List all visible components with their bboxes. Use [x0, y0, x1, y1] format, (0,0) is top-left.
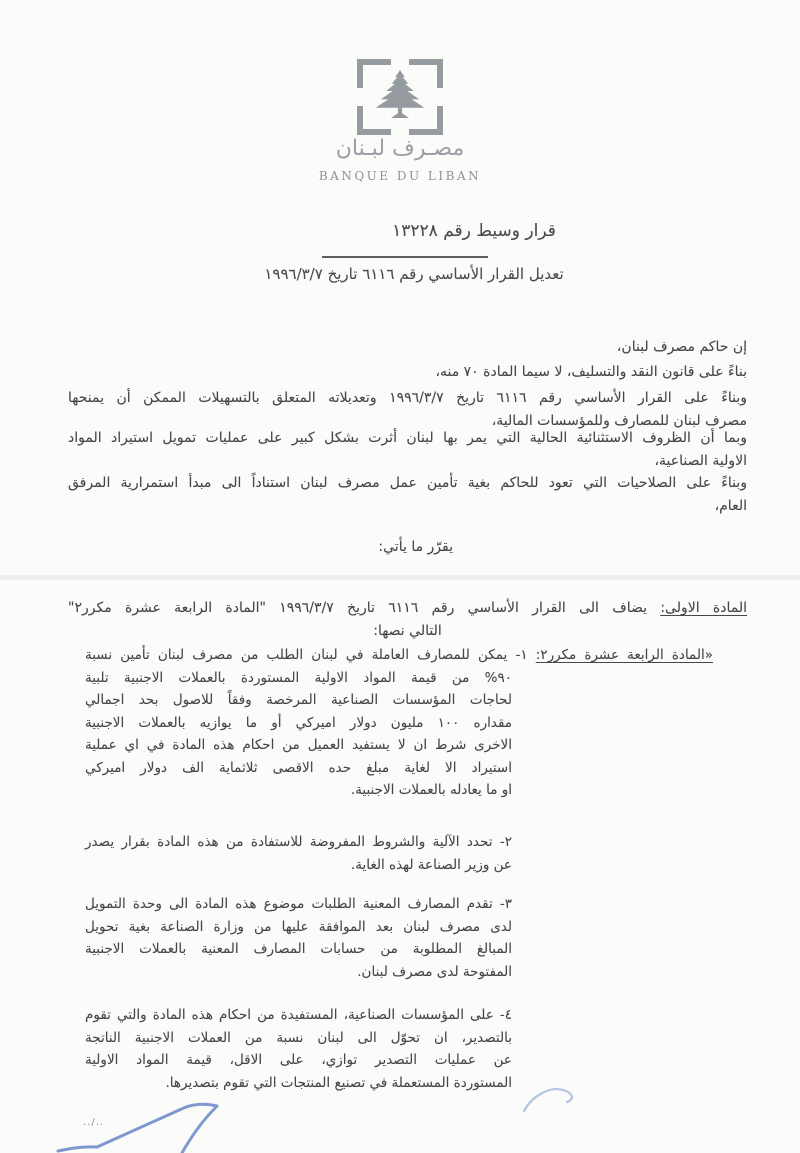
- decision-number-title: قرار وسيط رقم ١٣٢٢٨: [392, 221, 556, 241]
- text-line: ٢- تحدد الآلية والشروط المفروضة للاستفادة من هذه المادة بقرار يصدر: [85, 834, 512, 850]
- text-line: استيراد الا لغاية مبلغ حده الاقصى ثلاثماية الف دولار اميركي: [85, 759, 512, 776]
- quoted-article-opening-line: [85, 644, 713, 667]
- text-line: بالتصدير، ان تحوّل الى لبنان نسبة من العملات الاجنبية الناتجة: [85, 1029, 512, 1046]
- preamble-money-credit-law: [68, 361, 747, 384]
- text-line: وبناءً على القرار الأساسي رقم ٦١١٦ تاريخ ١٩٩٦/٣/٧ وتعديلاته المتعلق بالتسهيلات الممكن أن يمنحها: [68, 390, 747, 406]
- decree-intro: يقرّر ما يأتي:: [378, 539, 453, 555]
- quoted-article-clause-2: [85, 831, 512, 876]
- article-one-text: يضاف الى القرار الأساسي رقم ٦١١٦ تاريخ ١٩٩٦/٣/٧ "المادة الرابعة عشرة مكرر٢": [68, 600, 661, 616]
- text-line: مقداره ١٠٠ مليون دولار اميركي أو ما يوازيه بالعملات الاجنبية: [85, 714, 512, 731]
- text-line: لدى مصرف لبنان بعد الموافقة عليها من وزارة الصناعة بغية تحويل: [85, 918, 512, 935]
- text-line: بناءً على قانون النقد والتسليف، لا سيما المادة ٧٠ منه،: [435, 364, 747, 380]
- text-line: الاخرى شرط ان لا يستفيد العميل من احكام هذه المادة في اي عملية: [85, 737, 512, 753]
- text-line: المستوردة المستعملة في تصنيع المنتجات التي تقوم بتصديرها.: [165, 1074, 512, 1091]
- frame-gap: [357, 88, 364, 106]
- text-line: لحاجات المؤسسات الصناعية المرخصة وفقاً للاصول بحد اجمالي: [85, 692, 512, 708]
- bank-name-latin: BANQUE DU LIBAN: [318, 169, 482, 183]
- quoted-article-clause-4: [85, 1004, 512, 1094]
- text-line: عن عمليات التصدير توازي، على الاقل، قيمة المواد الاولية: [85, 1052, 512, 1068]
- cedar-tree-icon: [370, 69, 430, 125]
- article-one-heading: المادة الاولى:: [660, 600, 747, 616]
- text-line: ٣- تقدم المصارف المعنية الطلبات موضوع هذه المادة الى وحدة التمويل: [85, 896, 512, 912]
- text-line: ٤- على المؤسسات الصناعية، المستفيدة من احكام هذه المادة والتي تقوم: [85, 1007, 512, 1023]
- frame-gap: [436, 88, 443, 106]
- frame-gap: [391, 128, 409, 135]
- text-line: الاولية الصناعية،: [654, 453, 747, 469]
- quoted-article-clause-1: [85, 667, 512, 802]
- decision-subtitle: تعديل القرار الأساسي رقم ٦١١٦ تاريخ ١٩٩٦/٣/٧: [264, 265, 564, 283]
- article-one-opening-line: [68, 597, 747, 620]
- text-line: المفتوحة لدى مصرف لبنان.: [357, 963, 512, 980]
- quoted-article: [85, 644, 713, 802]
- quoted-article-heading: «المادة الرابعة عشرة مكرر٢:: [535, 647, 713, 663]
- text-line: ٩٠% من قيمة المواد الاولية المستوردة بالعملات الاجنبية تلبية: [85, 669, 512, 686]
- title-divider: [322, 256, 488, 258]
- preamble-exceptional-circumstances: [68, 427, 747, 473]
- text-line: إن حاكم مصرف لبنان،: [616, 339, 747, 355]
- pen-mark-right: [524, 1089, 572, 1111]
- text-line: المبالغ المطلوبة من حسابات المصارف المعنية بالعملات الاجنبية: [85, 941, 512, 957]
- article-one: [68, 597, 747, 642]
- text-line: العام،: [714, 498, 747, 514]
- text-line: وبناءً على الصلاحيات التي تعود للحاكم بغية تأمين عمل مصرف لبنان استناداً الى مبدأ استمرارية المرفق: [68, 475, 747, 491]
- scan-artifact-line: [0, 575, 800, 580]
- quoted-article-clause-3: [85, 893, 512, 983]
- quoted-article-clause1-start: ١- يمكن للمصارف العاملة في لبنان الطلب من مصرف لبنان تأمين نسبة: [85, 647, 536, 663]
- continuation-mark: ../..: [83, 1117, 105, 1128]
- frame-gap: [391, 59, 409, 66]
- bdl-logo-frame: [357, 59, 443, 135]
- bank-name-arabic: مصـرف لبـنان: [335, 136, 465, 161]
- pen-mark-left: [58, 1104, 217, 1153]
- text-line: او ما يعادله بالعملات الاجنبية.: [350, 782, 512, 798]
- text-line: عن وزير الصناعة لهذه الغاية.: [350, 856, 512, 873]
- text-line: وبما أن الظروف الاستثنائية الحالية التي يمر بها لبنان أثرت بشكل كبير على عمليات تمويل استيراد المواد: [68, 430, 747, 446]
- article-one-second-line: التالي نصها:: [373, 622, 442, 639]
- preamble-governor-powers: [68, 472, 747, 518]
- text-line: مصرف لبنان للمصارف وللمؤسسات المالية،: [491, 413, 747, 429]
- preamble-governor-line: [68, 336, 747, 359]
